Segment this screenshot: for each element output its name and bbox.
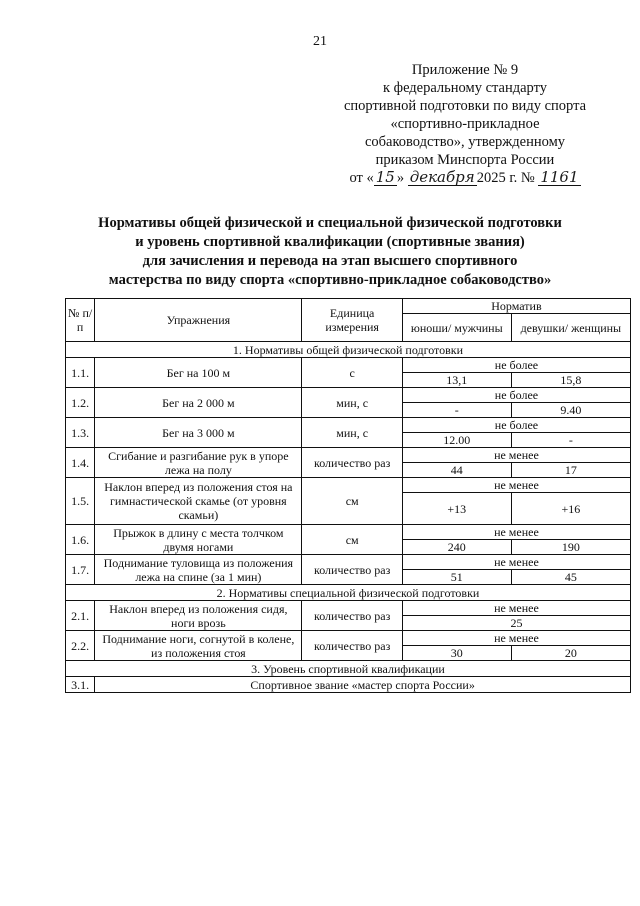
section-title: 3. Уровень спортивной квалификации xyxy=(66,661,631,677)
exercise-name: Сгибание и разгибание рук в упоре лежа на полу xyxy=(95,448,302,478)
document-title xyxy=(60,214,600,290)
requirement-cell: не более xyxy=(402,388,630,403)
unit-cell: количество раз xyxy=(302,555,402,585)
unit-cell: мин, с xyxy=(302,418,402,448)
unit-cell: мин, с xyxy=(302,388,402,418)
requirement-cell: не менее xyxy=(402,631,630,646)
row-number: 1.1. xyxy=(66,358,95,388)
header-num: № п/п xyxy=(66,299,95,342)
exercise-name: Поднимание туловища из положения лежа на спине (за 1 мин) xyxy=(95,555,302,585)
appendix-line: спортивной подготовки по виду спорта xyxy=(343,98,587,114)
female-value: 45 xyxy=(511,570,630,585)
unit-cell: количество раз xyxy=(302,631,402,661)
male-value: 44 xyxy=(402,463,511,478)
qualification-text: Спортивное звание «мастер спорта России» xyxy=(95,677,631,693)
section-title: 2. Нормативы специальной физической подготовки xyxy=(66,585,631,601)
male-value: 240 xyxy=(402,540,511,555)
female-value: - xyxy=(511,433,630,448)
appendix-block xyxy=(330,61,600,187)
header-female: девушки/ женщины xyxy=(511,314,630,342)
female-value: 15,8 xyxy=(511,373,630,388)
female-value: 190 xyxy=(511,540,630,555)
row-number: 1.6. xyxy=(66,525,95,555)
title-line: Нормативы общей физической и специальной физической подготовки xyxy=(98,215,562,231)
male-value: - xyxy=(402,403,511,418)
requirement-cell: не менее xyxy=(402,525,630,540)
requirement-cell: не менее xyxy=(402,448,630,463)
male-value: 51 xyxy=(402,570,511,585)
unit-cell: с xyxy=(302,358,402,388)
female-value: 17 xyxy=(511,463,630,478)
row-number: 1.4. xyxy=(66,448,95,478)
date-year: 2025 г. № xyxy=(476,170,535,186)
exercise-name: Наклон вперед из положения сидя, ноги врозь xyxy=(95,601,302,631)
appendix-line: к федеральному стандарту xyxy=(383,80,547,96)
unit-cell: количество раз xyxy=(302,448,402,478)
appendix-line: Приложение № 9 xyxy=(411,62,519,78)
date-prefix: от « xyxy=(349,170,374,186)
unit-cell: количество раз xyxy=(302,601,402,631)
page-number: 21 xyxy=(313,34,327,49)
exercise-name: Бег на 2 000 м xyxy=(95,388,302,418)
unit-cell: см xyxy=(302,478,402,525)
order-date-line xyxy=(330,169,600,187)
shared-value: 25 xyxy=(402,616,630,631)
male-value: 12.00 xyxy=(402,433,511,448)
row-number: 2.1. xyxy=(66,601,95,631)
norms-table xyxy=(65,298,631,693)
title-line: для зачисления и перевода на этап высшего спортивного xyxy=(142,253,518,269)
row-number: 1.7. xyxy=(66,555,95,585)
title-line: и уровень спортивной квалификации (спортивные звания) xyxy=(135,234,525,250)
male-value: +13 xyxy=(402,493,511,525)
requirement-cell: не менее xyxy=(402,555,630,570)
date-day: 15 xyxy=(375,168,395,186)
exercise-name: Наклон вперед из положения стоя на гимнастической скамье (от уровня скамьи) xyxy=(95,478,302,525)
appendix-line: «спортивно-прикладное xyxy=(390,116,540,132)
header-unit: Единица измерения xyxy=(302,299,402,342)
requirement-cell: не менее xyxy=(402,601,630,616)
female-value: 20 xyxy=(511,646,630,661)
row-number: 1.5. xyxy=(66,478,95,525)
female-value: +16 xyxy=(511,493,630,525)
requirement-cell: не менее xyxy=(402,478,630,493)
appendix-line: приказом Минспорта России xyxy=(375,152,555,168)
title-line: мастерства по виду спорта «спортивно-прикладное собаководство» xyxy=(108,272,552,288)
unit-cell: см xyxy=(302,525,402,555)
requirement-cell: не более xyxy=(402,358,630,373)
order-number: 1161 xyxy=(540,168,579,186)
male-value: 13,1 xyxy=(402,373,511,388)
exercise-name: Прыжок в длину с места толчком двумя ногами xyxy=(95,525,302,555)
male-value: 30 xyxy=(402,646,511,661)
row-number: 1.2. xyxy=(66,388,95,418)
row-number: 3.1. xyxy=(66,677,95,693)
appendix-line: собаководство», утвержденному xyxy=(364,134,566,150)
female-value: 9.40 xyxy=(511,403,630,418)
section-title: 1. Нормативы общей физической подготовки xyxy=(66,342,631,358)
header-male: юноши/ мужчины xyxy=(402,314,511,342)
exercise-name: Поднимание ноги, согнутой в колене, из положения стоя xyxy=(95,631,302,661)
row-number: 2.2. xyxy=(66,631,95,661)
header-exercise: Упражнения xyxy=(95,299,302,342)
exercise-name: Бег на 3 000 м xyxy=(95,418,302,448)
requirement-cell: не более xyxy=(402,418,630,433)
row-number: 1.3. xyxy=(66,418,95,448)
date-mid: » xyxy=(396,170,405,186)
exercise-name: Бег на 100 м xyxy=(95,358,302,388)
date-month: декабря xyxy=(409,168,475,186)
header-norm: Норматив xyxy=(402,299,630,314)
